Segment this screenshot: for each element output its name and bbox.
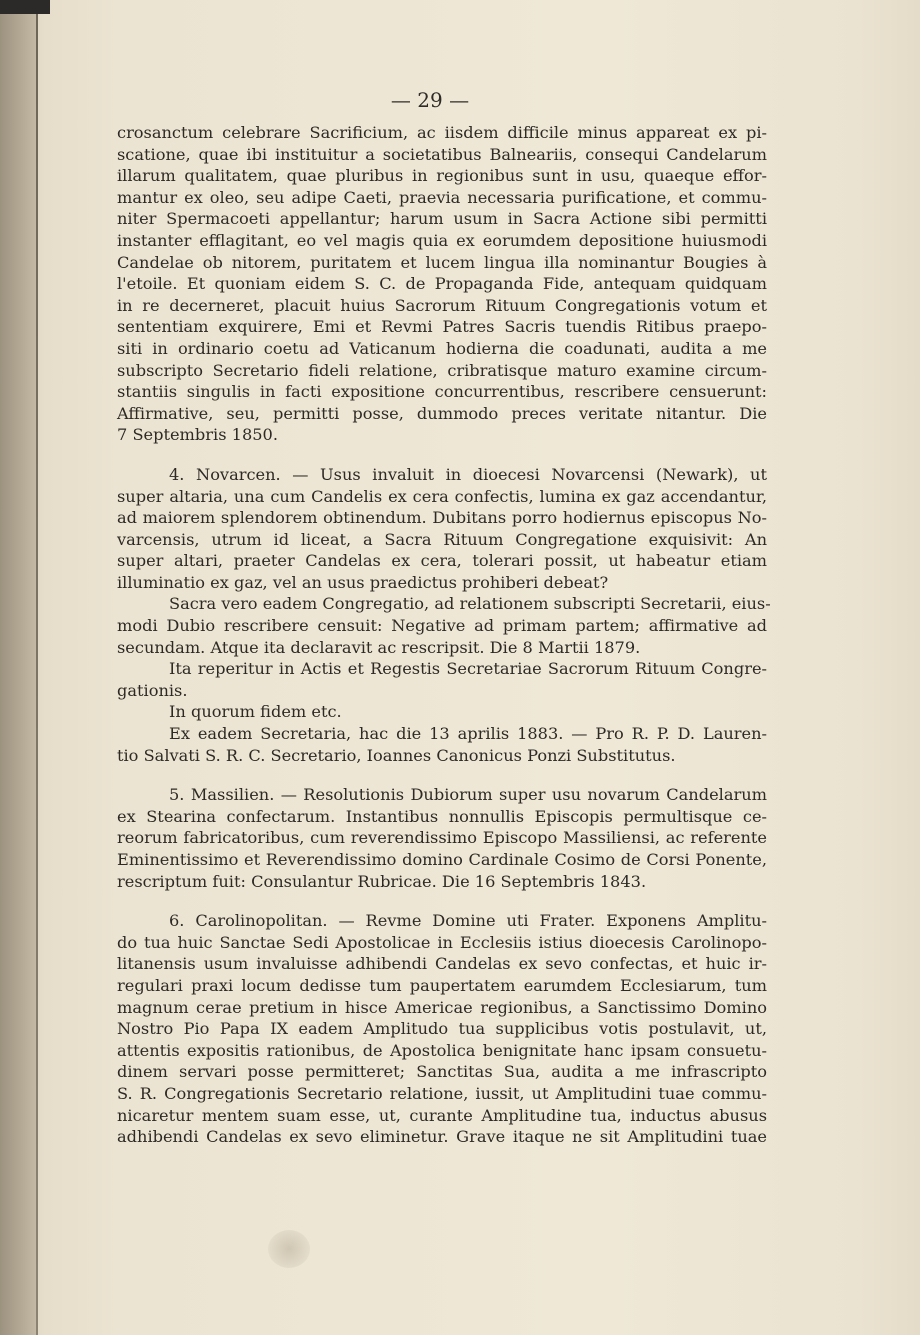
text-line: Ex eadem Secretaria, hac die 13 aprilis 1883. — Pro R. P. D. Lauren- [169,724,767,744]
text-line: 7 Septembris 1850. [117,425,278,445]
text-line: 5. Massilien. — Resolutionis Dubiorum super usu novarum Candelarum [169,785,767,805]
text-line: regulari praxi locum dedisse tum paupertatem earumdem Ecclesiarum, tum [117,975,767,995]
book-gutter [0,0,36,1335]
text-line: in re decerneret, placuit huius Sacrorum Rituum Congregationis votum et [117,295,767,315]
text-line: super altari, praeter Candelas ex cera, tolerari possit, ut habeatur etiam [117,551,767,571]
text-line: adhibendi Candelas ex sevo eliminetur. Grave itaque ne sit Amplitudini tuae [117,1127,767,1147]
text-line: S. R. Congregationis Secretario relatione, iussit, ut Amplitudini tuae commu- [117,1083,767,1103]
paragraph-1 [117,122,767,446]
text-line: Candelae ob nitorem, puritatem et lucem lingua illa nominantur Bougies à [117,252,767,272]
text-line: stantiis singulis in facti expositione concurrentibus, rescribere censuerunt: [117,382,767,402]
text-line: ex Stearina confectarum. Instantibus nonnullis Episcopis permultisque ce- [117,806,767,826]
text-line: reorum fabricatoribus, cum reverendissimo Episcopo Massiliensi, ac referente [117,828,767,848]
text-line: 4. Novarcen. — Usus invaluit in dioecesi Novarcensi (Newark), ut [169,464,767,484]
text-line: Sacra vero eadem Congregatio, ad relationem subscripti Secretarii, eius- [169,594,771,614]
text-line: crosanctum celebrare Sacrificium, ac iisdem difficile minus appareat ex pi- [117,123,767,142]
text-line: ad maiorem splendorem obtinendum. Dubitans porro hodiernus episcopus No- [117,508,767,528]
text-line: Affirmative, seu, permitti posse, dummodo preces veritate nitantur. Die [117,403,767,423]
text-line: nicaretur mentem suam esse, ut, curante Amplitudine tua, inductus abusus [117,1105,767,1125]
text-line: illarum qualitatem, quae pluribus in regionibus sunt in usu, quaeque effor- [117,166,767,186]
paragraph-novarcen [117,464,771,766]
text-line: litanensis usum invaluisse adhibendi Candelas ex sevo confectas, et huic ir- [117,954,767,974]
text-line: gationis. [117,680,188,700]
text-line: Nostro Pio Papa IX eadem Amplitudo tua supplicibus votis postulavit, ut, [117,1019,767,1039]
text-line: subscripto Secretario fideli relatione, cribratisque maturo examine circum- [117,360,767,380]
text-line: Eminentissimo et Reverendissimo domino Cardinale Cosimo de Corsi Ponente, [117,850,767,869]
text-line: magnum cerae pretium in hisce Americae regionibus, a Sanctissimo Domino [117,997,767,1017]
text-line: siti in ordinario coetu ad Vaticanum hodierna die coadunati, audita a me [117,338,767,358]
text-line: 6. Carolinopolitan. — Revme Domine uti Frater. Exponens Amplitu- [169,911,767,931]
text-line: scatione, quae ibi instituitur a societatibus Balneariis, consequi Candelarum [117,144,767,164]
text-line: l'etoile. Et quoniam eidem S. C. de Propaganda Fide, antequam quidquam [117,274,767,294]
page-stain [268,1230,310,1268]
text-line: sententiam exquirere, Emi et Revmi Patres Sacris tuendis Ritibus praepo- [117,317,767,337]
page-number: — 29 — [390,88,470,112]
text-line: do tua huic Sanctae Sedi Apostolicae in Ecclesiis istius dioecesis Carolinopo- [117,932,767,952]
text-line: attentis expositis rationibus, de Apostolica benignitate hanc ipsam consuetu- [117,1040,767,1060]
text-line: varcensis, utrum id liceat, a Sacra Rituum Congregatione exquisivit: An [117,529,767,549]
text-line: In quorum fidem etc. [169,702,342,722]
text-line: secundam. Atque ita declaravit ac rescripsit. Die 8 Martii 1879. [117,637,641,657]
text-line: super altaria, una cum Candelis ex cera confectis, lumina ex gaz accendantur, [117,486,767,506]
text-line: instanter efflagitant, eo vel magis quia ex eorumdem depositione huiusmodi [117,230,767,250]
text-line: rescriptum fuit: Consulantur Rubricae. Die 16 Septembris 1843. [117,871,647,891]
text-line: niter Spermacoeti appellantur; harum usum in Sacra Actione sibi permitti [117,209,767,229]
text-line: illuminatio ex gaz, vel an usus praedictus prohiberi debeat? [117,572,609,592]
text-line: mantur ex oleo, seu adipe Caeti, praevia necessaria purificatione, et commu- [117,187,767,207]
paragraph-massilien [117,784,767,892]
gutter-edge [36,0,38,1335]
paragraph-carolinopolitan [117,910,767,1148]
text-line: Ita reperitur in Actis et Regestis Secretariae Sacrorum Rituum Congre- [169,659,767,679]
body-text [117,122,771,1148]
text-line: dinem servari posse permitteret; Sanctitas Sua, audita a me infrascripto [117,1062,767,1082]
text-line: modi Dubio rescribere censuit: Negative ad primam partem; affirmative ad [117,616,767,636]
scan-corner [0,0,50,14]
text-line: tio Salvati S. R. C. Secretario, Ioannes Canonicus Ponzi Substitutus. [117,745,676,765]
